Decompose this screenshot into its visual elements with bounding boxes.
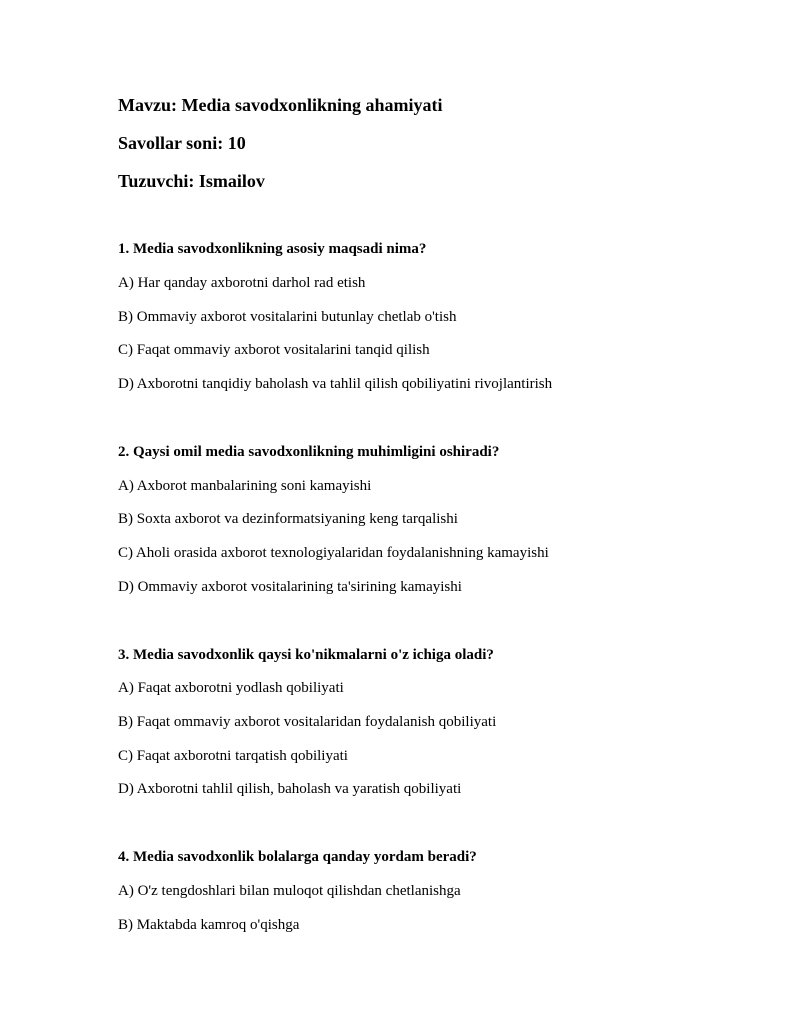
question-3-option-a: A) Faqat axborotni yodlash qobiliyati: [118, 680, 344, 696]
question-title-4: 4. Media savodxonlik bolalarga qanday yordam beradi?: [118, 849, 477, 865]
question-title-1: 1. Media savodxonlikning asosiy maqsadi nima?: [118, 241, 427, 257]
question-2-option-d: D) Ommaviy axborot vositalarining ta'sirining kamayishi: [118, 579, 462, 595]
question-4-option-b: B) Maktabda kamroq o'qishga: [118, 917, 300, 933]
question-3-option-c: C) Faqat axborotni tarqatish qobiliyati: [118, 748, 348, 764]
question-1-option-a: A) Har qanday axborotni darhol rad etish: [118, 275, 366, 291]
question-3-option-b: B) Faqat ommaviy axborot vositalaridan foydalanish qobiliyati: [118, 714, 497, 730]
question-2-option-b: B) Soxta axborot va dezinformatsiyaning keng tarqalishi: [118, 511, 458, 527]
author-heading: Tuzuvchi: Ismailov: [118, 171, 265, 191]
question-1-option-d: D) Axborotni tanqidiy baholash va tahlil qilish qobiliyatini rivojlantirish: [118, 376, 553, 392]
question-2-option-c: C) Aholi orasida axborot texnologiyalaridan foydalanishning kamayishi: [118, 545, 549, 561]
question-3-option-d: D) Axborotni tahlil qilish, baholash va yaratish qobiliyati: [118, 781, 462, 797]
question-count-heading: Savollar soni: 10: [118, 133, 246, 153]
question-1-option-c: C) Faqat ommaviy axborot vositalarini tanqid qilish: [118, 342, 430, 358]
question-4-option-a: A) O'z tengdoshlari bilan muloqot qilishdan chetlanishga: [118, 883, 461, 899]
question-title-2: 2. Qaysi omil media savodxonlikning muhimligini oshiradi?: [118, 444, 500, 460]
question-title-3: 3. Media savodxonlik qaysi ko'nikmalarni o'z ichiga oladi?: [118, 647, 494, 663]
question-1-option-b: B) Ommaviy axborot vositalarini butunlay chetlab o'tish: [118, 309, 457, 325]
question-2-option-a: A) Axborot manbalarining soni kamayishi: [118, 478, 372, 494]
topic-heading: Mavzu: Media savodxonlikning ahamiyati: [118, 95, 443, 115]
